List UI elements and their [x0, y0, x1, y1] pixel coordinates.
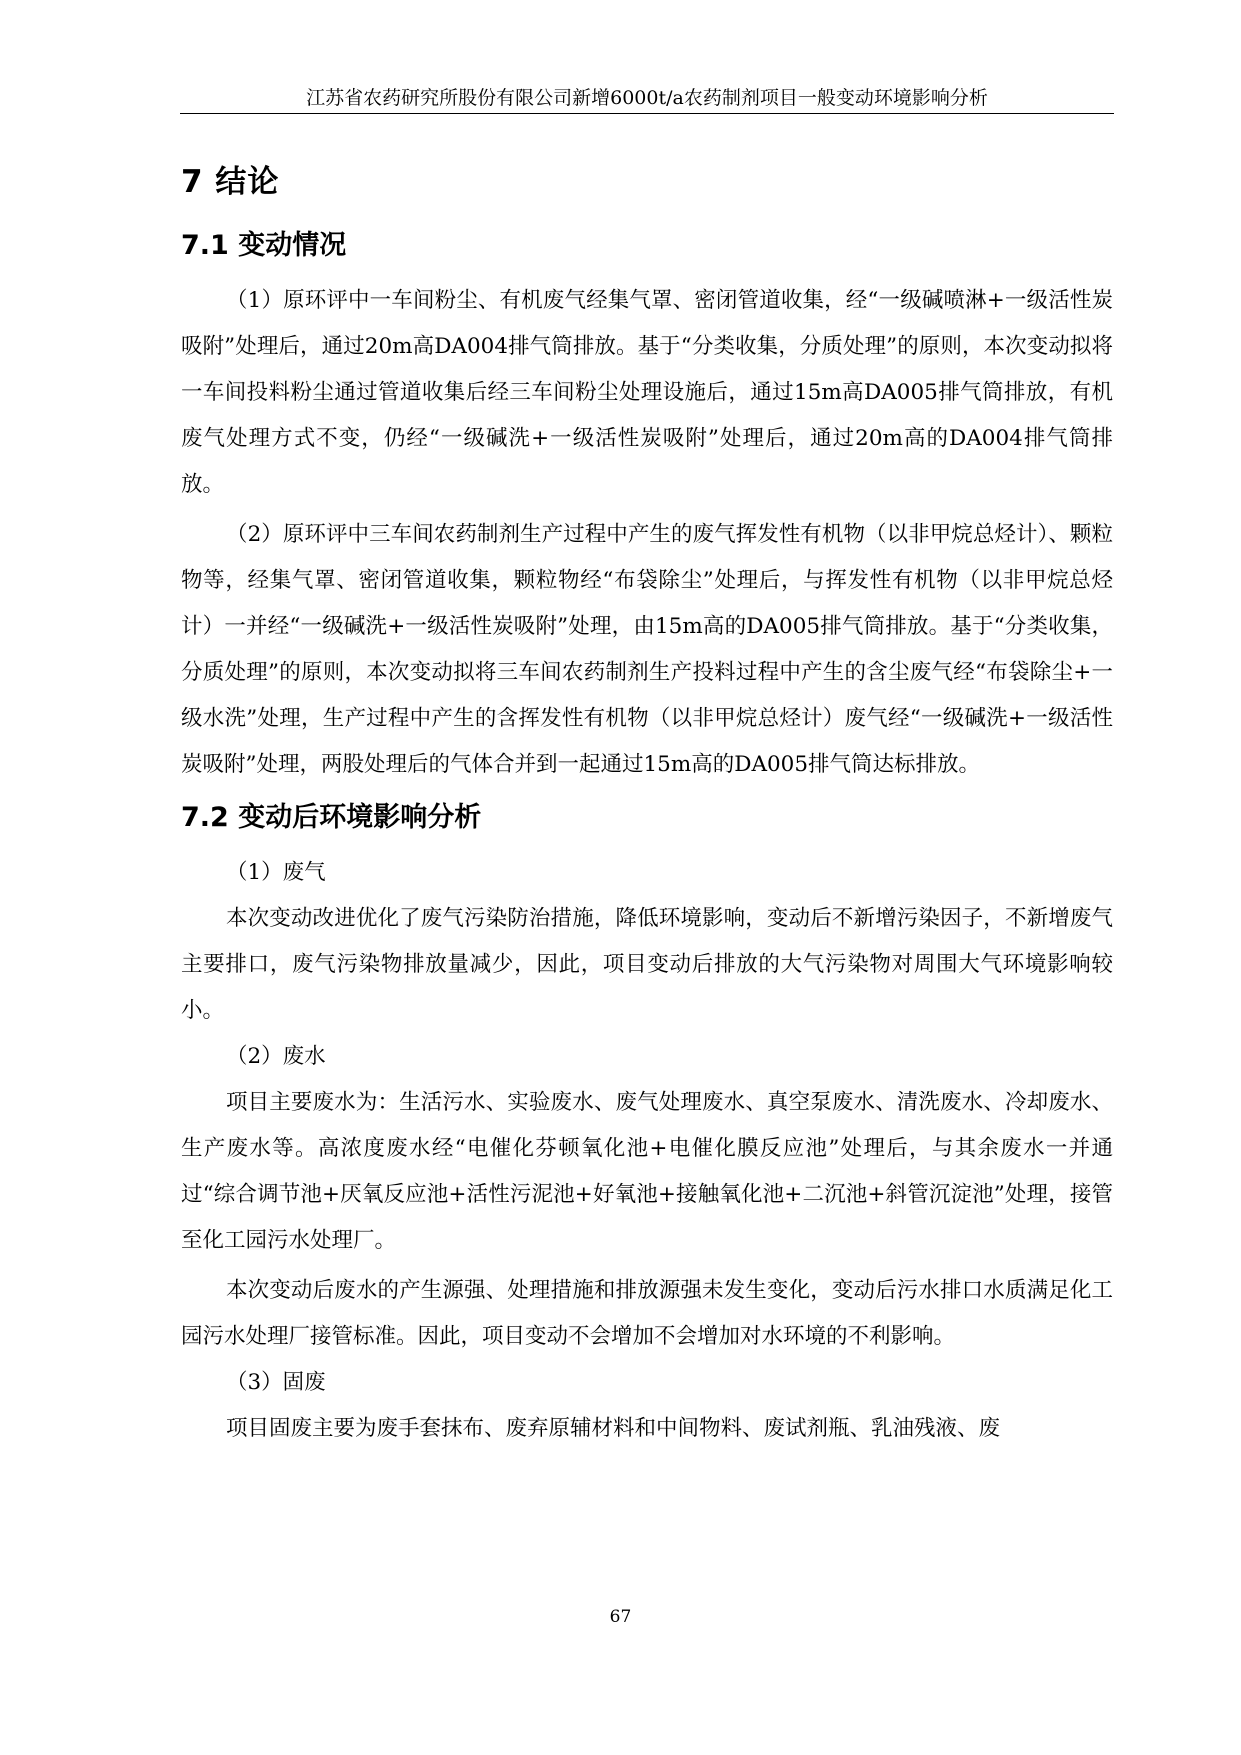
item-label-waste-water: （2）废水 [226, 1044, 326, 1069]
paragraph-7-1-1: （1）原环评中一车间粉尘、有机废气经集气罩、密闭管道收集，经“一级碱喷淋+一级活性炭吸附”处理后，通过20m高DA004排气筒排放。基于“分类收集，分质处理”的原则，本次变动拟将一车间投料粉尘通过管道收集后经三车间粉尘处理设施后，通过15m高DA005排气筒排放，有机废气处理方式不变，仍经“一级碱洗+一级活性炭吸附”处理后，通过20m高的DA004排气筒排放。 [181, 288, 1113, 497]
paragraph-waste-gas: 本次变动改进优化了废气污染防治措施，降低环境影响，变动后不新增污染因子，不新增废气主要排口，废气污染物排放量减少，因此，项目变动后排放的大气污染物对周围大气环境影响较小。 [181, 906, 1113, 1023]
paragraph-7-1-2: （2）原环评中三车间农药制剂生产过程中产生的废气挥发性有机物（以非甲烷总烃计）、颗粒物等，经集气罩、密闭管道收集，颗粒物经“布袋除尘”处理后，与挥发性有机物（以非甲烷总烃计）一并经“一级碱洗+一级活性炭吸附”处理，由15m高的DA005排气筒排放。基于“分类收集，分质处理”的原则，本次变动拟将三车间农药制剂生产投料过程中产生的含尘废气经“布袋除尘+一级水洗”处理，生产过程中产生的含挥发性有机物（以非甲烷总烃计）废气经“一级碱洗+一级活性炭吸附”处理，两股处理后的气体合并到一起通过15m高的DA005排气筒达标排放。 [181, 522, 1113, 777]
page-content [181, 156, 1113, 1452]
page-number: 67 [609, 1607, 632, 1627]
paragraph-solid-waste: 项目固废主要为废手套抹布、废弃原辅材料和中间物料、废试剂瓶、乳油残液、废 [226, 1416, 1001, 1441]
section-title-7-2: 7.2 变动后环境影响分析 [181, 802, 482, 833]
paragraph-waste-water-1: 项目主要废水为：生活污水、实验废水、废气处理废水、真空泵废水、清洗废水、冷却废水、生产废水等。高浓度废水经“电催化芬顿氧化池+电催化膜反应池”处理后，与其余废水一并通过“综合调节池+厌氧反应池+活性污泥池+好氧池+接触氧化池+二沉池+斜管沉淀池”处理，接管至化工园污水处理厂。 [181, 1090, 1113, 1253]
chapter-title: 7 结论 [181, 164, 280, 200]
section-title-7-1: 7.1 变动情况 [181, 230, 347, 261]
running-header: 江苏省农药研究所股份有限公司新增6000t/a农药制剂项目一般变动环境影响分析 [306, 87, 988, 109]
paragraph-waste-water-2: 本次变动后废水的产生源强、处理措施和排放源强未发生变化，变动后污水排口水质满足化工园污水处理厂接管标准。因此，项目变动不会增加不会增加对水环境的不利影响。 [181, 1278, 1113, 1349]
header-rule [180, 113, 1114, 114]
item-label-solid-waste: （3）固废 [226, 1370, 326, 1395]
item-label-waste-gas: （1）废气 [226, 860, 326, 885]
